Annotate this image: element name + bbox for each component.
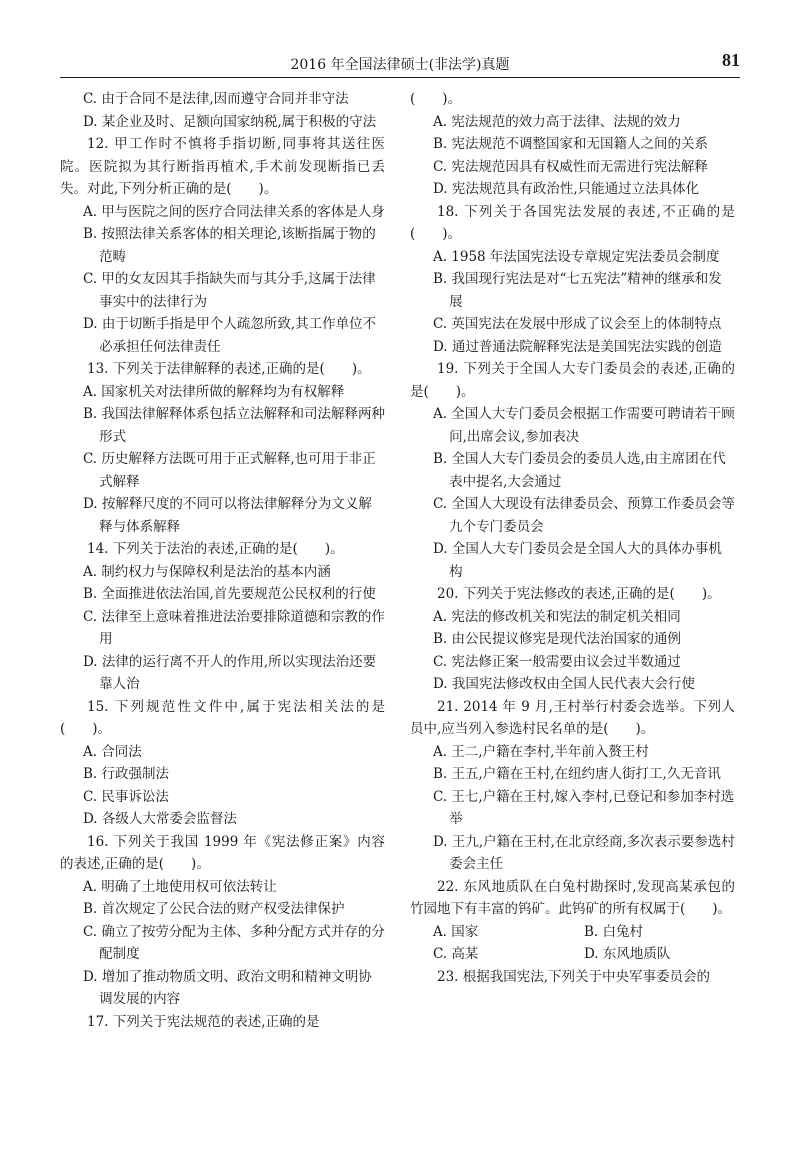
q12-option-b: B. 按照法律关系客体的相关理论,该断指属于物的范畴 <box>82 226 376 265</box>
q18-option-a: A. 1958 年法国宪法设专章规定宪法委员会制度 <box>432 248 720 265</box>
q19-option-b: B. 全国人大专门委员会的委员人选,由主席团在代表中提名,大会通过 <box>432 451 726 490</box>
q22-stem: 22. 东风地质队在白兔村勘探时,发现高某承包的竹园地下有丰富的钨矿。此钨矿的所有权属于( )。 <box>410 878 735 917</box>
q20-stem: 20. 下列关于宪法修改的表述,正确的是( )。 <box>437 586 721 602</box>
q15-option-b: B. 行政强制法 <box>82 766 169 782</box>
q13-option-a: A. 国家机关对法律所做的解释均为有权解释 <box>82 383 345 400</box>
page-header <box>60 50 740 76</box>
q21-option-c: C. 王七,户籍在王村,嫁入李村,已登记和参加李村选举 <box>432 788 735 827</box>
q14-option-b: B. 全面推进依法治国,首先要规范公民权利的行使 <box>82 586 376 602</box>
q22-options-row-2 <box>410 943 735 966</box>
q13-option-d: D. 按解释尺度的不同可以将法律解释分为文义解释与体系解释 <box>82 496 372 535</box>
q17-option-c: C. 宪法规范因具有权威性而无需进行宪法解释 <box>432 158 708 175</box>
q21-option-a: A. 王二,户籍在李村,半年前入赘王村 <box>432 743 649 760</box>
q12-stem: 12. 甲工作时不慎将手指切断,同事将其送往医院。医院拟为其行断指再植术,手术前发现断指已丢失。对此,下列分析正确的是( )。 <box>60 136 385 197</box>
q22-option-d: D. 东风地质队 <box>583 946 671 962</box>
q12-option-c: C. 甲的女友因其手指缺失而与其分手,这属于法律事实中的法律行为 <box>82 271 376 310</box>
q20-option-c: C. 宪法修正案一般需要由议会过半数通过 <box>432 653 681 670</box>
q22-option-a: A. 国家 <box>432 923 479 940</box>
q18-option-d: D. 通过普通法院解释宪法是美国宪法实践的创造 <box>432 338 722 355</box>
q15-option-d: D. 各级人大常委会监督法 <box>82 811 237 827</box>
q18-stem: 18. 下列关于各国宪法发展的表述,不正确的是( )。 <box>410 203 735 242</box>
header-rule <box>60 77 740 78</box>
q13-option-b: B. 我国法律解释体系包括立法解释和司法解释两种形式 <box>82 406 385 445</box>
q19-option-c: C. 全国人大现设有法律委员会、预算工作委员会等九个专门委员会 <box>432 496 735 535</box>
q16-option-d: D. 增加了推动物质文明、政治文明和精神文明协调发展的内容 <box>82 968 372 1007</box>
q21-option-b: B. 王五,户籍在王村,在纽约唐人街打工,久无音讯 <box>432 766 721 782</box>
q15-option-c: C. 民事诉讼法 <box>82 788 169 805</box>
q14-option-c: C. 法律至上意味着推进法治要排除道德和宗教的作用 <box>82 608 385 647</box>
q13-option-c: C. 历史解释方法既可用于正式解释,也可用于非正式解释 <box>82 451 376 490</box>
q14-stem: 14. 下列关于法治的表述,正确的是( )。 <box>87 541 344 557</box>
q20-option-b: B. 由公民提议修宪是现代法治国家的通例 <box>432 631 681 647</box>
q15-stem: 15. 下列规范性文件中,属于宪法相关法的是( )。 <box>60 698 385 737</box>
q22-option-b: B. 白兔村 <box>583 923 643 940</box>
q18-option-c: C. 英国宪法在发展中形成了议会至上的体制特点 <box>432 316 722 332</box>
q19-option-a: A. 全国人大专门委员会根据工作需要可聘请若干顾问,出席会议,参加表决 <box>432 406 735 445</box>
right-column <box>410 88 735 988</box>
q20-option-d: D. 我国宪法修改权由全国人民代表大会行使 <box>432 676 695 692</box>
q16-option-a: A. 明确了土地使用权可依法转让 <box>82 878 277 895</box>
q19-stem: 19. 下列关于全国人大专门委员会的表述,正确的是( )。 <box>410 361 735 400</box>
q11-option-d: D. 某企业及时、足额向国家纳税,属于积极的守法 <box>82 113 377 130</box>
q17-option-d: D. 宪法规范具有政治性,只能通过立法具体化 <box>432 181 700 197</box>
q17-stem: 17. 下列关于宪法规范的表述,正确的是 <box>87 1013 320 1030</box>
q17-option-a: A. 宪法规范的效力高于法律、法规的效力 <box>432 113 681 130</box>
q17-option-b: B. 宪法规范不调整国家和无国籍人之间的关系 <box>432 136 708 152</box>
q19-option-d: D. 全国人大专门委员会是全国人大的具体办事机构 <box>432 541 722 580</box>
q11-option-c: C. 由于合同不是法律,因而遵守合同并非守法 <box>82 91 349 107</box>
q17-stem-cont: ( )。 <box>410 91 462 107</box>
q16-option-b: B. 首次规定了公民合法的财产权受法律保护 <box>82 901 345 917</box>
q12-option-d: D. 由于切断手指是甲个人疏忽所致,其工作单位不必承担任何法律责任 <box>82 316 377 355</box>
left-column <box>60 88 385 1033</box>
q21-option-d: D. 王九,户籍在王村,在北京经商,多次表示要参选村委会主任 <box>432 833 735 872</box>
q20-option-a: A. 宪法的修改机关和宪法的制定机关相同 <box>432 608 681 625</box>
q16-option-c: C. 确立了按劳分配为主体、多种分配方式并存的分配制度 <box>82 923 385 962</box>
q21-stem: 21. 2014 年 9 月,王村举行村委会选举。下列人员中,应当列入参选村民名单的是( )。 <box>410 698 735 737</box>
q22-option-c: C. 高某 <box>432 946 479 962</box>
q14-option-a: A. 制约权力与保障权利是法治的基本内涵 <box>82 563 331 580</box>
q13-stem: 13. 下列关于法律解释的表述,正确的是( )。 <box>87 361 371 377</box>
running-title: 2016 年全国法律硕士(非法学)真题 <box>290 57 510 73</box>
q22-options-row-1 <box>410 921 735 944</box>
q15-option-a: A. 合同法 <box>82 743 142 760</box>
q14-option-d: D. 法律的运行离不开人的作用,所以实现法治还要靠人治 <box>82 653 377 692</box>
q23-stem: 23. 根据我国宪法,下列关于中央军事委员会的 <box>437 968 711 985</box>
q18-option-b: B. 我国现行宪法是对“七五宪法”精神的继承和发展 <box>432 271 722 310</box>
q16-stem: 16. 下列关于我国 1999 年《宪法修正案》内容的表述,正确的是( )。 <box>60 833 385 872</box>
page-number: 81 <box>722 50 740 70</box>
q12-option-a: A. 甲与医院之间的医疗合同法律关系的客体是人身 <box>82 203 385 220</box>
